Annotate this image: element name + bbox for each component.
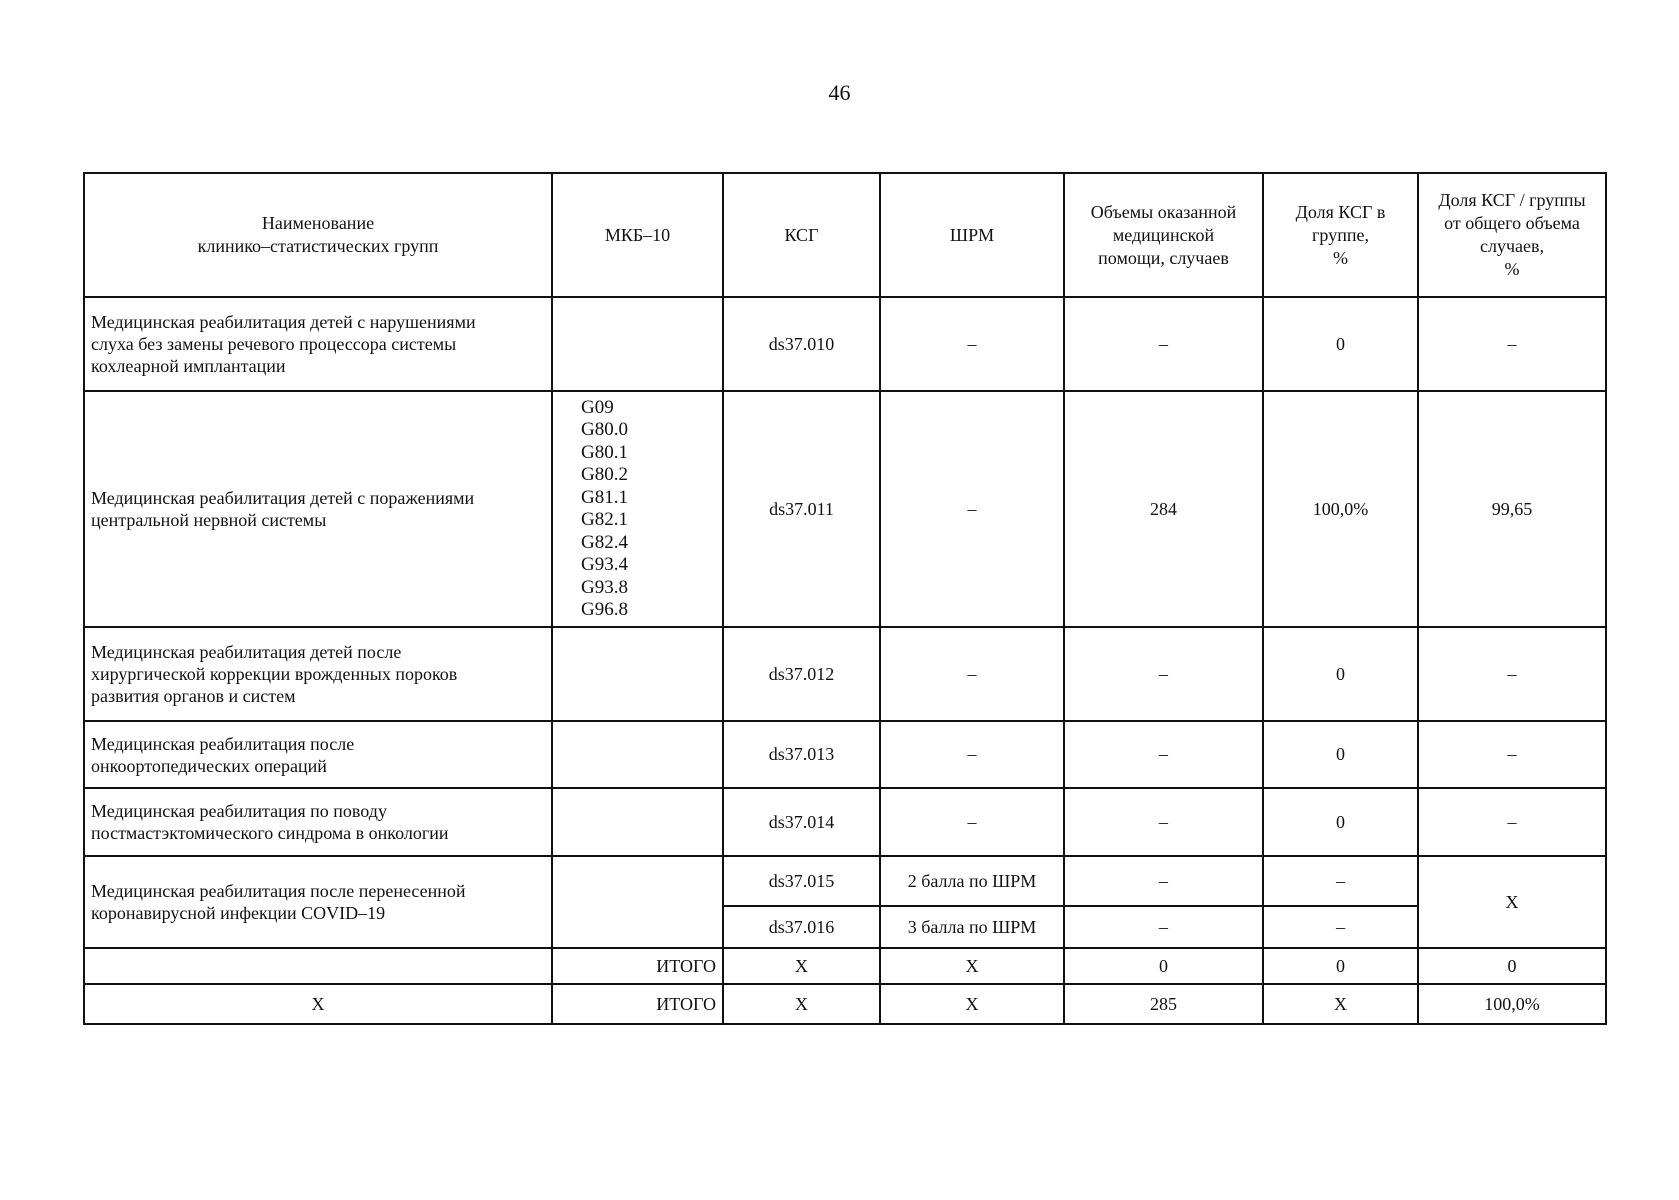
mkb-codes <box>552 788 723 856</box>
header-shrm: ШРМ <box>880 173 1064 297</box>
table-row-covid-1 <box>84 856 1606 906</box>
page-number: 46 <box>828 80 851 105</box>
volume-value: 285 <box>1064 984 1263 1024</box>
share-value: 0 <box>1263 627 1418 721</box>
ksg-code: ds37.015 <box>723 856 880 906</box>
group-name: Медицинская реабилитация после перенесенной коронавирусной инфекции COVID–19 <box>84 856 552 948</box>
mkb-codes: G09 G80.0 G80.1 G80.2 G81.1 G82.1 G82.4 G93.4 G93.8 G96.8 <box>552 391 723 627</box>
total-share-value: – <box>1418 627 1606 721</box>
volume-value: – <box>1064 297 1263 391</box>
ksg-code: ds37.016 <box>723 906 880 948</box>
subtotal-name-empty <box>84 948 552 984</box>
subtotal-label: ИТОГО <box>552 948 723 984</box>
volume-value: – <box>1064 721 1263 788</box>
subtotal-row <box>84 948 1606 984</box>
shrm-value: – <box>880 721 1064 788</box>
grand-total-name: X <box>84 984 552 1024</box>
header-ksg: КСГ <box>723 173 880 297</box>
shrm-value: – <box>880 788 1064 856</box>
share-value: 0 <box>1263 948 1418 984</box>
header-name: Наименование клинико–статистических групп <box>84 173 552 297</box>
ksg-code: X <box>723 948 880 984</box>
ksg-table <box>83 172 1607 1025</box>
ksg-code: ds37.012 <box>723 627 880 721</box>
grand-total-label: ИТОГО <box>552 984 723 1024</box>
shrm-value: – <box>880 627 1064 721</box>
ksg-code: X <box>723 984 880 1024</box>
volume-value: 0 <box>1064 948 1263 984</box>
shrm-value: – <box>880 391 1064 627</box>
total-share-value: 100,0% <box>1418 984 1606 1024</box>
mkb-codes <box>552 627 723 721</box>
header-total-share: Доля КСГ / группы от общего объема случаев, % <box>1418 173 1606 297</box>
grand-total-row <box>84 984 1606 1024</box>
total-share-value: 0 <box>1418 948 1606 984</box>
volume-value: – <box>1064 627 1263 721</box>
total-share-value: – <box>1418 297 1606 391</box>
total-share-value: – <box>1418 721 1606 788</box>
shrm-value: 2 балла по ШРМ <box>880 856 1064 906</box>
shrm-value: X <box>880 984 1064 1024</box>
ksg-code: ds37.013 <box>723 721 880 788</box>
group-name: Медицинская реабилитация после онкоортопедических операций <box>84 721 552 788</box>
table-row <box>84 627 1606 721</box>
share-value: – <box>1263 856 1418 906</box>
volume-value: 284 <box>1064 391 1263 627</box>
volume-value: – <box>1064 906 1263 948</box>
total-share-value: X <box>1418 856 1606 948</box>
shrm-value: 3 балла по ШРМ <box>880 906 1064 948</box>
mkb-codes <box>552 297 723 391</box>
group-name: Медицинская реабилитация по поводу постмастэктомического синдрома в онкологии <box>84 788 552 856</box>
total-share-value: 99,65 <box>1418 391 1606 627</box>
table-row <box>84 721 1606 788</box>
share-value: – <box>1263 906 1418 948</box>
table-row <box>84 788 1606 856</box>
share-value: 0 <box>1263 297 1418 391</box>
share-value: X <box>1263 984 1418 1024</box>
table-row <box>84 297 1606 391</box>
header-volume: Объемы оказанной медицинской помощи, случаев <box>1064 173 1263 297</box>
group-name: Медицинская реабилитация детей после хирургической коррекции врожденных пороков развития органов и систем <box>84 627 552 721</box>
group-name: Медицинская реабилитация детей с поражениями центральной нервной системы <box>84 391 552 627</box>
total-share-value: – <box>1418 788 1606 856</box>
header-mkb: МКБ–10 <box>552 173 723 297</box>
mkb-codes <box>552 721 723 788</box>
header-share: Доля КСГ в группе, % <box>1263 173 1418 297</box>
share-value: 100,0% <box>1263 391 1418 627</box>
share-value: 0 <box>1263 788 1418 856</box>
share-value: 0 <box>1263 721 1418 788</box>
group-name: Медицинская реабилитация детей с нарушениями слуха без замены речевого процессора системы кохлеарной имплантации <box>84 297 552 391</box>
ksg-code: ds37.014 <box>723 788 880 856</box>
shrm-value: – <box>880 297 1064 391</box>
volume-value: – <box>1064 788 1263 856</box>
ksg-code: ds37.011 <box>723 391 880 627</box>
header-row <box>84 173 1606 297</box>
mkb-codes <box>552 856 723 948</box>
volume-value: – <box>1064 856 1263 906</box>
ksg-code: ds37.010 <box>723 297 880 391</box>
shrm-value: X <box>880 948 1064 984</box>
table-row <box>84 391 1606 627</box>
